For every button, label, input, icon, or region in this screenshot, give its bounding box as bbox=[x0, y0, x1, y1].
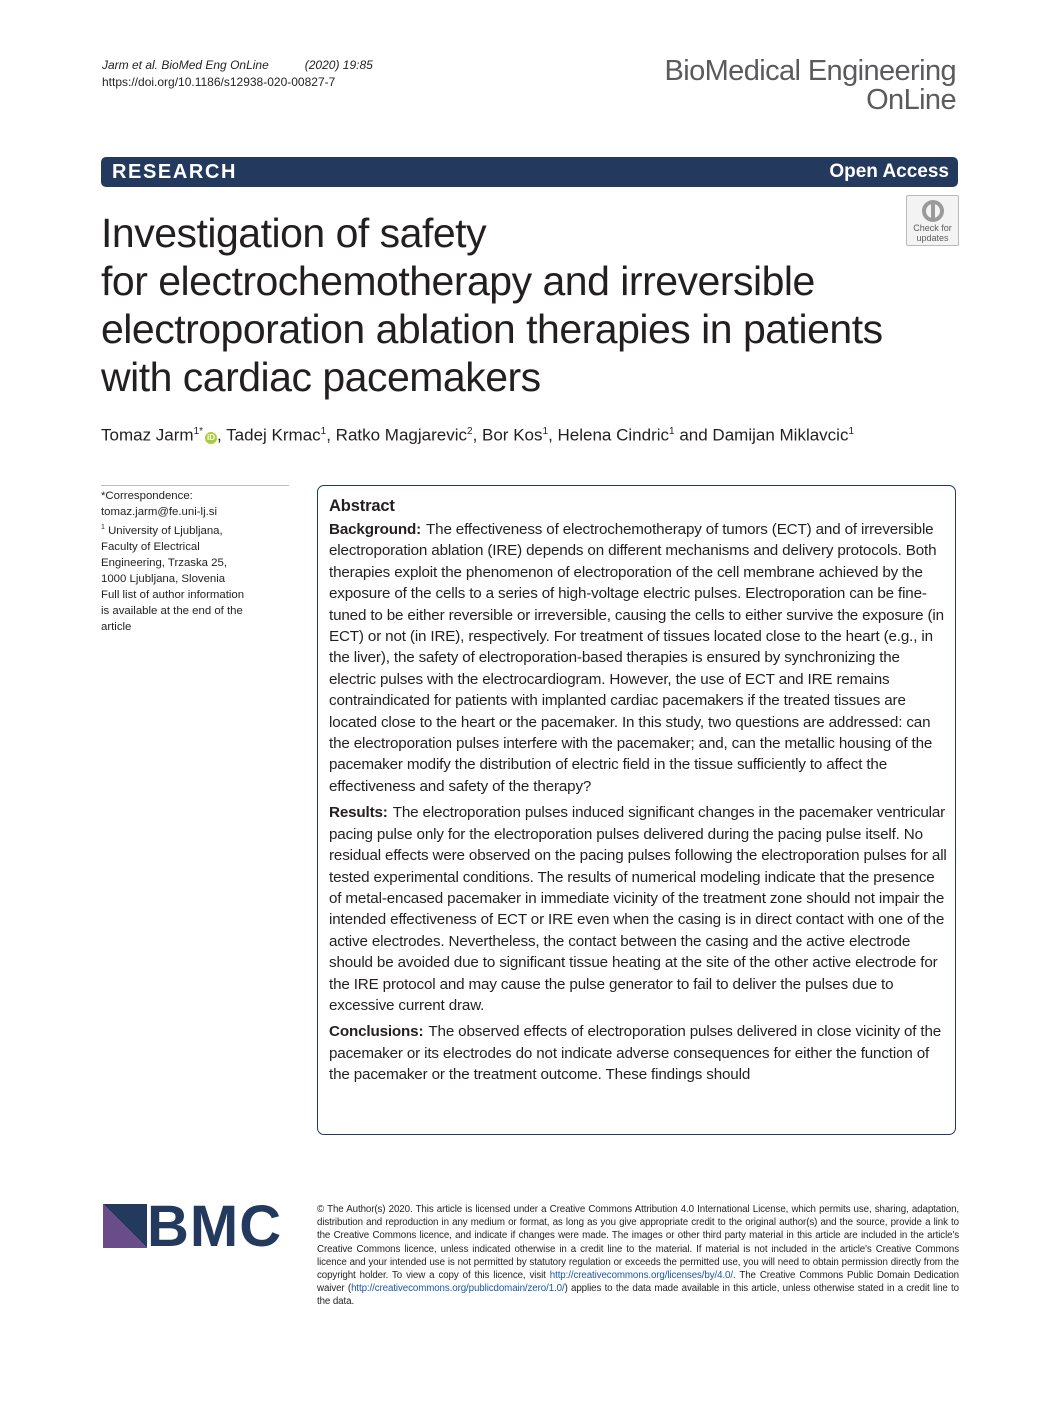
affiliation-sup: 1 bbox=[101, 524, 105, 531]
author-info-note: is available at the end of the bbox=[101, 604, 243, 617]
author-name[interactable]: Tomaz Jarm bbox=[101, 425, 194, 445]
journal-name-line2: OnLine bbox=[866, 84, 956, 116]
author-info-note: article bbox=[101, 620, 132, 633]
bmc-logo-icon bbox=[103, 1204, 147, 1248]
citation-year: (2020) 19:85 bbox=[304, 58, 373, 72]
background-text: The effectiveness of electrochemotherapy of tumors (ECT) and of irreversible electroporation ablation (IRE) depends on different mechanisms and delivery protocols. Both therapies exploit the phenomenon of electroporation of the cell membrane achieved by the exposure of the cells to a series of high-voltage electric pulses. Electroporation can be fine-tuned to be either reversible or irreversible, causing the cells to either survive the exposure (in ECT) or not (in IRE), respectively. For treatment of tissues located close to the heart (e.g., in the liver), the safety of electroporation-based therapies is ensured by synchronizing the electric pulses with the electrocardiogram. However, the use of ECT and IRE remains contraindicated for patients with implanted cardiac pacemakers if the treated tissues are located close to the heart or the pacemaker. In this study, two questions are addressed: can the electroporation pulses interfere with the pacemaker; and, can the metallic housing of the pacemaker modify the distribution of electric field in the tissue sufficiently to affect the effectiveness and safety of the therapy? bbox=[329, 521, 944, 795]
author-name[interactable]: Tadej Krmac bbox=[226, 425, 321, 445]
article-type-label: RESEARCH bbox=[112, 161, 238, 183]
license-text: ) applies to the data made available in this article, unless otherwise stated in a credit line to the data. bbox=[317, 1283, 959, 1308]
check-updates-line2: updates bbox=[916, 233, 949, 243]
abstract-background bbox=[329, 519, 949, 797]
license-text: © The Author(s) 2020. This article is licensed under a Creative Commons Attribution 4.0 International License, which permits use, sharing, adaptation, distribution and reproduction in any medium or format, as long as you give appropriate credit to the original author(s) and the source, provide a link to the Creative Commons licence, and indicate if changes were made. The images or other third party material in this article are included in the article's Creative Commons licence, unless indicated otherwise in a credit line to the material. If material is not included in the article's Creative Commons licence and your intended use is not permitted by statutory regulation or exceeds the permitted use, you will need to obtain permission directly from the copyright holder. To view a copy of this licence, visit bbox=[317, 1204, 959, 1282]
title-line: with cardiac pacemakers bbox=[101, 354, 541, 400]
abstract-heading: Abstract bbox=[329, 497, 395, 515]
affiliation-line: Faculty of Electrical bbox=[101, 540, 200, 553]
author-name[interactable]: Ratko Magjarevic bbox=[335, 425, 467, 445]
journal-brand bbox=[665, 57, 956, 115]
license-link[interactable]: http://creativecommons.org/licenses/by/4.0/ bbox=[549, 1270, 733, 1282]
conclusions-text: The observed effects of electroporation pulses delivered in close vicinity of the pacemaker or its electrodes do not indicate adverse consequences for either the function of the pacemaker or the treatment outcome. These findings should bbox=[329, 1023, 942, 1084]
title-line: Investigation of safety bbox=[101, 210, 487, 256]
check-updates-icon bbox=[921, 199, 945, 223]
abstract-results bbox=[329, 802, 949, 1016]
article-title bbox=[101, 209, 901, 401]
title-line: electroporation ablation therapies in patients bbox=[101, 306, 883, 352]
author-name[interactable]: Damijan Miklavcic bbox=[712, 425, 849, 445]
authors-joiner: and bbox=[679, 425, 708, 445]
affiliation-line: 1000 Ljubljana, Slovenia bbox=[101, 572, 226, 585]
affiliation-line: Engineering, Trzaska 25, bbox=[101, 556, 228, 569]
doi-link[interactable]: https://doi.org/10.1186/s12938-020-00827-7 bbox=[102, 75, 336, 89]
article-type-banner bbox=[101, 157, 958, 187]
license-statement bbox=[317, 1203, 959, 1309]
results-label: Results: bbox=[329, 804, 388, 822]
author-info-note: Full list of author information bbox=[101, 588, 245, 601]
author-list: Tomaz Jarm$^{1*}$iD , Tadej Krmac$^1$, Ratko Magjarevic$^2$, Bor Kos$^1$, Helena Cindric$^1$ and Damijan Miklavcic$^1$ bbox=[101, 425, 855, 445]
citation bbox=[102, 57, 373, 91]
author-affiliation: 1 bbox=[848, 426, 855, 437]
license-text: . The Creative Commons Public Domain Dedication waiver ( bbox=[317, 1270, 959, 1295]
check-for-updates-badge[interactable] bbox=[906, 195, 959, 246]
sidebar-divider bbox=[101, 485, 289, 486]
affiliation-line bbox=[101, 520, 291, 539]
open-access-label: Open Access bbox=[829, 161, 949, 182]
correspondence-label: *Correspondence: bbox=[101, 490, 193, 502]
public-domain-link[interactable]: http://creativecommons.org/publicdomain/zero/1.0/ bbox=[351, 1283, 565, 1295]
results-text: The electroporation pulses induced significant changes in the pacemaker ventricular pacing pulse only for the electroporation pulses delivered during the pacing pulse itself. No residual effects were observed on the pacing pulses following the electroporation pulses for all tested experimental conditions. The results of numerical modeling indicate that the presence of metal-encased pacemaker in immediate vicinity of the treatment zone should not impair the intended effectiveness of ECT or IRE even when the casing is in direct contact with one of the active electrodes. Nevertheless, the contact between the casing and the active electrode should be avoided due to significant tissue heating at the site of the other active electrode for the IRE protocol and may cause the pulse generator to fail to deliver the pulses due to excessive current draw. bbox=[329, 804, 947, 1014]
conclusions-label: Conclusions: bbox=[329, 1023, 424, 1041]
affiliation-text: University of Ljubljana, bbox=[108, 524, 223, 537]
abstract-conclusions bbox=[329, 1021, 949, 1085]
author-affiliation: 1 bbox=[542, 426, 549, 437]
correspondence-sidebar bbox=[101, 488, 291, 635]
bmc-logo-text: BMC bbox=[147, 1194, 283, 1259]
citation-authors: Jarm et al. bbox=[102, 58, 159, 72]
author-affiliation: 2 bbox=[467, 426, 473, 437]
citation-journal: BioMed Eng OnLine bbox=[161, 58, 269, 72]
journal-name-line1: BioMedical Engineering bbox=[664, 55, 956, 87]
author-affiliation: 1 bbox=[320, 426, 327, 437]
orcid-icon[interactable]: iD bbox=[207, 432, 216, 442]
author-name[interactable]: Bor Kos bbox=[482, 425, 543, 445]
abstract-box bbox=[317, 485, 956, 1135]
background-label: Background: bbox=[329, 521, 422, 538]
author-name[interactable]: Helena Cindric bbox=[557, 425, 670, 445]
correspondence-email[interactable]: tomaz.jarm@fe.uni-lj.si bbox=[101, 506, 218, 518]
author-affiliation: 1 bbox=[669, 426, 675, 437]
title-line: for electrochemotherapy and irreversible bbox=[101, 258, 815, 304]
check-updates-line1: Check for bbox=[913, 223, 952, 233]
author-affiliation: 1* bbox=[193, 426, 204, 437]
